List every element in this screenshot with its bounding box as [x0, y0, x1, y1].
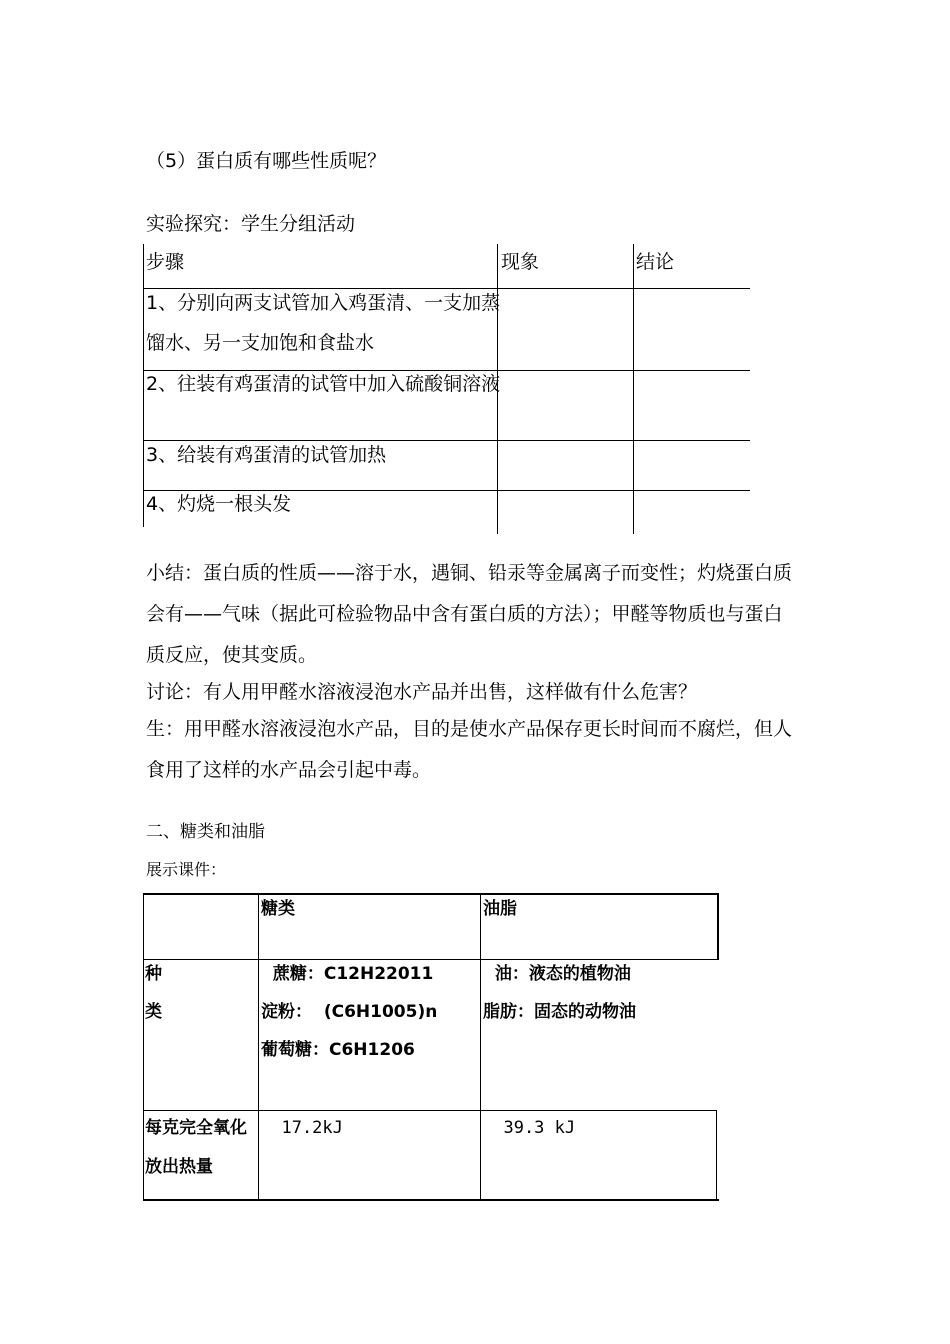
section2-heading: 二、糖类和油脂	[146, 822, 265, 842]
sugar-heat-value: 17.2kJ	[261, 1118, 343, 1138]
step-3: 3、给装有鸡蛋清的试管加热	[146, 444, 387, 466]
table2-right-border-lower	[716, 1110, 717, 1201]
table2-right-border-upper	[717, 893, 719, 959]
header-sugars: 糖类	[261, 899, 295, 919]
step-1-line2: 馏水、另一支加饱和食盐水	[146, 332, 375, 354]
step-4: 4、灼烧一根头发	[146, 493, 292, 515]
table1-rule	[143, 288, 750, 289]
step-2: 2、往装有鸡蛋清的试管中加入硫酸铜溶液	[146, 373, 501, 395]
table2-divider-2	[480, 893, 481, 1201]
table2-top-border	[143, 893, 719, 895]
heat-label-line1: 每克完全氧化	[145, 1118, 247, 1138]
table1-border-left	[143, 244, 144, 527]
student-answer-line-2: 食用了这样的水产品会引起中毒。	[146, 759, 432, 781]
heat-label-line2: 放出热量	[145, 1157, 213, 1177]
table2-rule	[143, 959, 719, 960]
fat-kind-oil: 油：液态的植物油	[483, 964, 631, 984]
table2-left-border	[143, 893, 144, 1201]
table2-rule	[143, 1110, 717, 1111]
kind-label-line2: 类	[145, 1002, 162, 1022]
table2-bottom-border	[143, 1199, 719, 1201]
header-conclusion: 结论	[636, 251, 675, 273]
experiment-title: 实验探究：学生分组活动	[146, 213, 356, 235]
summary-line-2: 会有——气味（据此可检验物品中含有蛋白质的方法）；甲醛等物质也与蛋白	[146, 603, 783, 625]
courseware-label: 展示课件：	[146, 860, 227, 879]
table1-rule	[143, 490, 750, 491]
header-phenomenon: 现象	[501, 251, 540, 273]
sugar-kind-starch: 淀粉： (C6H1005)n	[261, 1002, 438, 1022]
sugar-kind-glucose: 葡萄糖：C6H1206	[261, 1040, 415, 1060]
header-fats: 油脂	[483, 899, 517, 919]
student-answer-line-1: 生：用甲醛水溶液浸泡水产品，目的是使水产品保存更长时间而不腐烂，但人	[146, 718, 793, 740]
discussion-question: 讨论：有人用甲醛水溶液浸泡水产品并出售，这样做有什么危害？	[146, 681, 698, 703]
summary-line-1: 小结：蛋白质的性质——溶于水，遇铜、铅汞等金属离子而变性；灼烧蛋白质	[146, 562, 793, 584]
sugar-kind-sucrose: 蔗糖：C12H22011	[261, 964, 434, 984]
fat-kind-fat: 脂肪：固态的动物油	[483, 1002, 636, 1022]
table1-rule	[143, 440, 750, 441]
table2-divider-1	[258, 893, 259, 1201]
header-steps: 步骤	[146, 251, 185, 273]
step-1-line1: 1、分别向两支试管加入鸡蛋清、一支加蒸	[146, 292, 501, 314]
section-heading: （5）蛋白质有哪些性质呢？	[146, 150, 387, 172]
fat-heat-value: 39.3 kJ	[483, 1118, 576, 1138]
summary-line-3: 质反应，使其变质。	[146, 644, 318, 666]
kind-label-line1: 种	[145, 964, 162, 984]
table1-rule	[143, 370, 750, 371]
